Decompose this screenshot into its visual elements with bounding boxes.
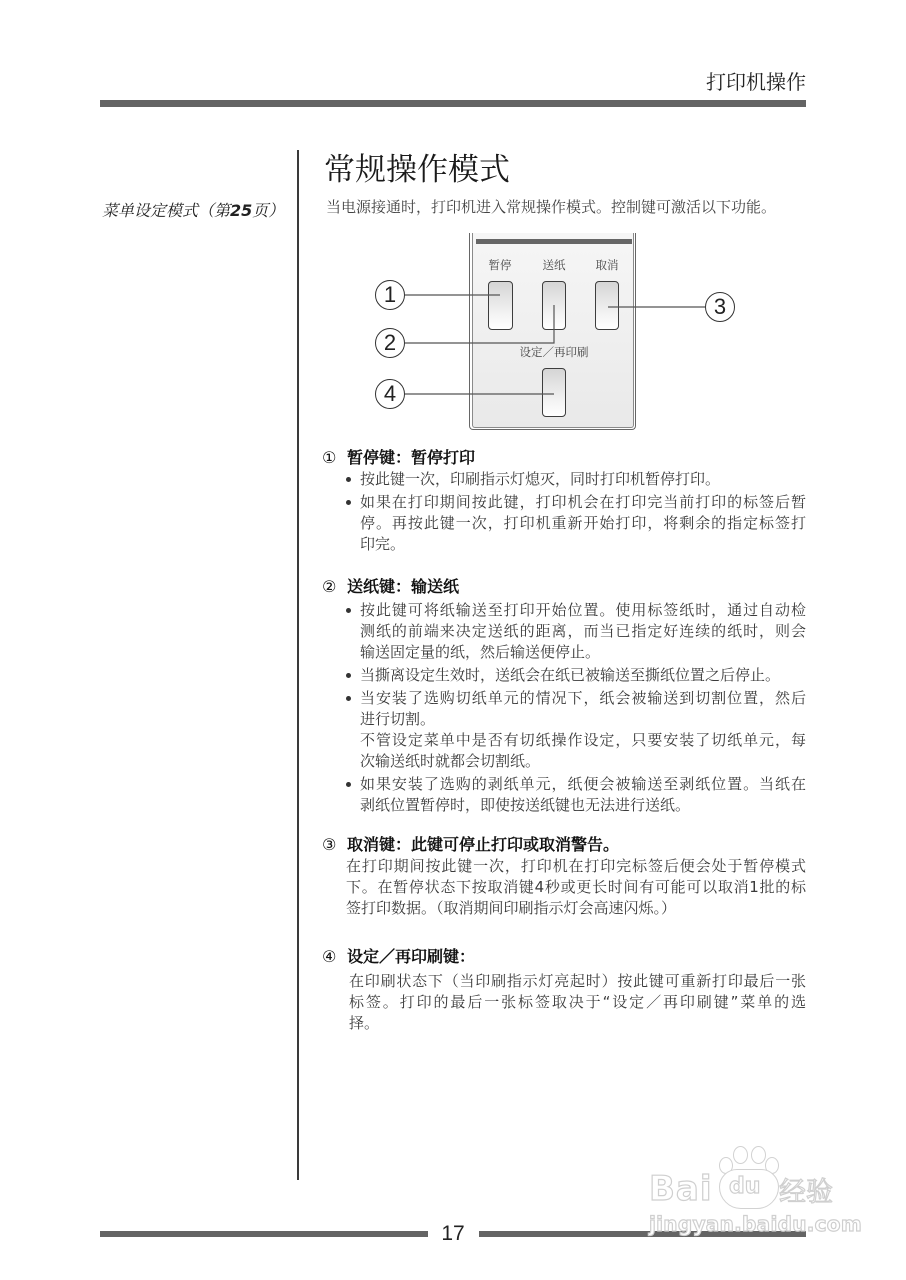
watermark-url: jingyan.baidu.com xyxy=(649,1212,862,1236)
running-header-title: 打印机操作 xyxy=(706,70,806,94)
bullet-icon xyxy=(346,782,351,787)
page-title: 常规操作模式 xyxy=(324,152,510,188)
sidebar-ref-text: 菜单设定模式（第 xyxy=(102,201,231,220)
section-heading-text: 暂停键：暂停打印 xyxy=(347,448,476,467)
watermark-paw-text: du xyxy=(729,1174,761,1199)
list-item xyxy=(322,469,806,490)
circled-number-3: ③ xyxy=(322,835,337,854)
bullet-icon xyxy=(346,696,351,701)
text-line: 输送固定量的纸，然后输送便停止。 xyxy=(360,643,601,661)
cancel-key-label: 取消 xyxy=(595,258,619,272)
feed-key-label: 送纸 xyxy=(542,258,566,272)
text-line: 如果安装了选购的剥纸单元，纸便会被输送至剥纸位置。当纸在 xyxy=(360,775,806,793)
section-heading-text: 取消键：此键可停止打印或取消警告。 xyxy=(347,835,620,854)
baidu-jingyan-watermark xyxy=(645,1143,860,1248)
text-line: 签打印数据。（取消期间印刷指示灯会高速闪烁。） xyxy=(346,899,677,917)
section-cancel-key xyxy=(322,834,806,919)
text-line: 当安装了选购切纸单元的情况下，纸会被输送到切割位置，然后 xyxy=(360,689,806,707)
section-pause-key xyxy=(322,447,806,555)
text-line: 如果在打印期间按此键，打印机会在打印完当前打印的标签后暂 xyxy=(360,493,806,511)
sidebar-cross-reference xyxy=(102,200,284,222)
text-line: 标签。打印的最后一张标签取决于“设定／再印刷键”菜单的选 xyxy=(349,993,806,1011)
section-heading xyxy=(322,576,806,598)
section-setup-reprint-key xyxy=(322,946,806,1034)
pause-key-label: 暂停 xyxy=(488,258,512,272)
page-number: 17 xyxy=(441,1222,465,1245)
intro-text: 当电源接通时，打印机进入常规操作模式。控制键可激活以下功能。 xyxy=(326,198,777,216)
header-rule xyxy=(100,100,806,107)
list-item xyxy=(322,774,806,816)
setup-reprint-key-label: 设定／再印刷 xyxy=(519,345,589,359)
sidebar-ref-suffix: 页） xyxy=(252,201,285,220)
circled-number-4: ④ xyxy=(322,947,337,966)
bullet-icon xyxy=(346,673,351,678)
list-item xyxy=(322,665,806,686)
text-line: 印完。 xyxy=(360,535,406,553)
feed-key xyxy=(542,281,566,330)
section-paragraph xyxy=(322,856,806,919)
callout-2: 2 xyxy=(375,328,405,358)
text-line: 在打印期间按此键一次，打印机在打印完标签后便会处于暂停模式 xyxy=(346,857,806,875)
list-item xyxy=(322,600,806,663)
paw-toe-icon xyxy=(751,1146,766,1164)
circled-number-2: ② xyxy=(322,577,337,596)
list-item xyxy=(322,688,806,772)
watermark-brand-text: Bai xyxy=(649,1169,713,1209)
text-line: 剥纸位置暂停时，即使按送纸键也无法进行送纸。 xyxy=(360,796,691,814)
callout-1: 1 xyxy=(375,280,405,310)
text-line: 当撕离设定生效时，送纸会在纸已被输送至撕纸位置之后停止。 xyxy=(360,666,781,684)
section-heading xyxy=(322,946,806,968)
text-line: 不管设定菜单中是否有切纸操作设定，只要安装了切纸单元，每 xyxy=(360,731,806,749)
callout-4: 4 xyxy=(375,379,405,409)
callout-3: 3 xyxy=(705,292,735,322)
footer-rule-left xyxy=(100,1231,428,1237)
bullet-icon xyxy=(346,608,351,613)
text-line: 进行切割。 xyxy=(360,710,436,728)
text-line: 按此键可将纸输送至打印开始位置。使用标签纸时，通过自动检 xyxy=(360,601,806,619)
text-line: 在印刷状态下（当印刷指示灯亮起时）按此键可重新打印最后一张 xyxy=(349,972,806,990)
panel-indicator-bar xyxy=(476,239,632,244)
cancel-key xyxy=(595,281,619,330)
section-heading-text: 设定／再印刷键： xyxy=(347,947,476,966)
section-heading xyxy=(322,834,806,856)
list-item xyxy=(322,492,806,555)
text-line: 停。再按此键一次，打印机重新开始打印，将剩余的指定标签打 xyxy=(360,514,806,532)
watermark-cn-text: 经验 xyxy=(779,1177,833,1208)
section-paragraph xyxy=(322,971,806,1034)
text-line: 按此键一次，印刷指示灯熄灭，同时打印机暂停打印。 xyxy=(360,470,721,488)
text-line: 下。在暂停状态下按取消键4秒或更长时间有可能可以取消1批的标 xyxy=(346,878,806,896)
section-heading xyxy=(322,447,806,469)
circled-number-1: ① xyxy=(322,448,337,467)
pause-key xyxy=(488,281,513,330)
bullet-icon xyxy=(346,500,351,505)
text-line: 次输送纸时就都会切割纸。 xyxy=(360,752,541,770)
text-line: 测纸的前端来决定送纸的距离，而当已指定好连续的纸时，则会 xyxy=(360,622,806,640)
section-feed-key xyxy=(322,576,806,816)
text-line: 择。 xyxy=(349,1014,380,1032)
section-heading-text: 送纸键：输送纸 xyxy=(347,577,460,596)
bullet-icon xyxy=(346,477,351,482)
setup-reprint-key xyxy=(542,368,566,417)
paw-toe-icon xyxy=(733,1146,748,1164)
column-divider xyxy=(297,150,299,1180)
sidebar-ref-page: 25 xyxy=(230,201,253,220)
